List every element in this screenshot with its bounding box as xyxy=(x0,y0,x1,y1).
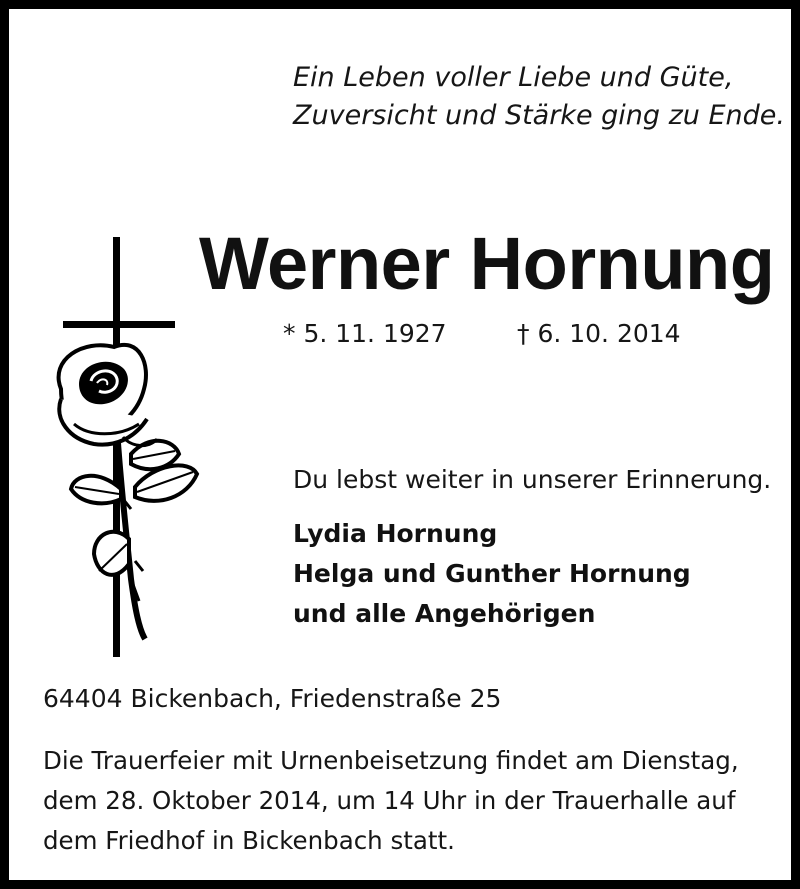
death-date: † 6. 10. 2014 xyxy=(517,319,681,348)
deceased-name: Werner Hornung xyxy=(199,222,775,305)
mourner: Lydia Hornung xyxy=(293,519,498,548)
rose-icon xyxy=(39,339,204,649)
cross-bar xyxy=(63,321,175,328)
address: 64404 Bickenbach, Friedenstraße 25 xyxy=(43,684,502,713)
ceremony-info xyxy=(43,741,783,861)
ceremony-line: dem 28. Oktober 2014, um 14 Uhr in der Trauerhalle auf xyxy=(43,786,736,815)
mourner: Helga und Gunther Hornung xyxy=(293,559,691,588)
motto-line-1: Ein Leben voller Liebe und Güte, xyxy=(293,62,734,93)
mourners-list xyxy=(293,514,691,634)
ceremony-line: dem Friedhof in Bickenbach statt. xyxy=(43,826,455,855)
ceremony-line: Die Trauerfeier mit Urnenbeisetzung findet am Dienstag, xyxy=(43,746,739,775)
motto xyxy=(293,59,793,135)
birth-date: * 5. 11. 1927 xyxy=(283,319,447,348)
memory-line: Du lebst weiter in unserer Erinnerung. xyxy=(293,465,772,494)
motto-line-2: Zuversicht und Stärke ging zu Ende. xyxy=(293,100,785,131)
mourner: und alle Angehörigen xyxy=(293,599,596,628)
